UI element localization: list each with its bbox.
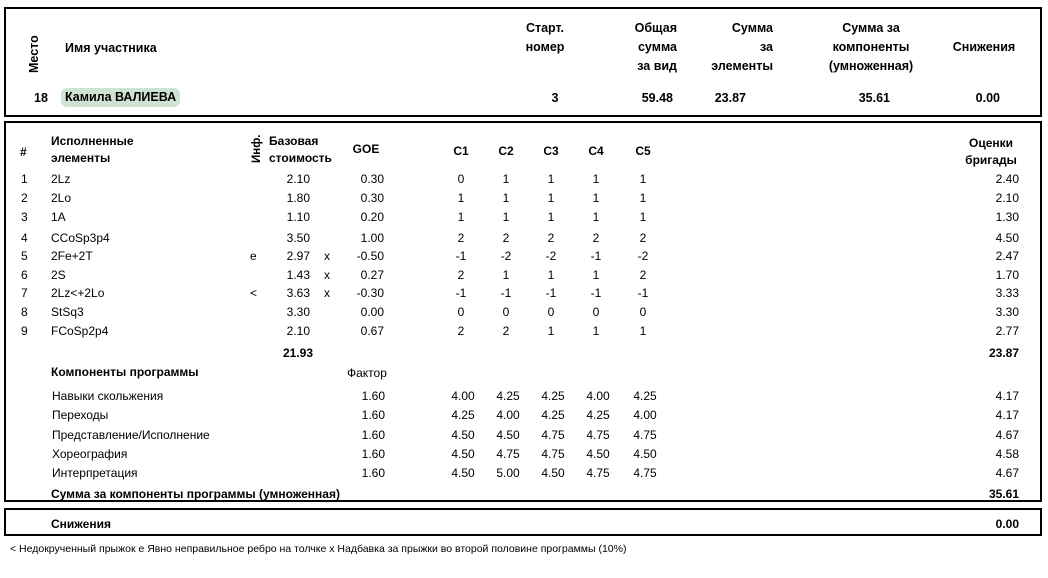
base-total: 21.93: [282, 346, 313, 360]
element-judge-2: 1: [502, 191, 510, 205]
element-base: 1.80: [286, 191, 310, 205]
component-judge-5: 4.75: [633, 428, 657, 442]
col-j1-header: C1: [453, 144, 469, 158]
component-factor: 1.60: [361, 466, 385, 480]
component-judge-3: 4.50: [541, 466, 565, 480]
element-base: 2.10: [286, 324, 310, 338]
col-j5-header: C5: [635, 144, 651, 158]
col-executed-header: Исполненные элементы: [51, 134, 134, 165]
elements-total: 23.87: [988, 346, 1019, 360]
element-num: 7: [21, 286, 28, 300]
element-code: 2Fe+2T: [51, 249, 93, 263]
element-goe: 1.00: [360, 231, 384, 245]
name-label: Имя участника: [65, 41, 157, 55]
col-info-header: Инф.: [251, 134, 263, 163]
element-goe: 0.00: [360, 305, 384, 319]
component-judge-4: 4.75: [586, 466, 610, 480]
component-score: 4.58: [995, 447, 1019, 461]
element-judge-5: -2: [637, 249, 649, 263]
element-num: 8: [21, 305, 28, 319]
component-judge-1: 4.50: [451, 466, 475, 480]
element-info: <: [250, 286, 258, 300]
component-score: 4.17: [995, 389, 1019, 403]
element-num: 9: [21, 324, 28, 338]
component-score: 4.67: [995, 428, 1019, 442]
element-judge-4: 1: [592, 210, 600, 224]
total-label: Общая сумма за вид: [634, 21, 677, 73]
element-num: 5: [21, 249, 28, 263]
component-judge-3: 4.25: [541, 389, 565, 403]
element-score: 3.30: [995, 305, 1019, 319]
component-judge-1: 4.00: [451, 389, 475, 403]
start-no-label: Старт. номер: [525, 21, 565, 54]
element-goe: -0.50: [356, 249, 384, 263]
component-judge-2: 4.75: [496, 447, 520, 461]
element-judge-1: 1: [457, 210, 465, 224]
element-judge-5: 2: [639, 268, 647, 282]
components-score-label: Сумма за компоненты (умноженная): [828, 21, 914, 73]
component-name: Навыки скольжения: [52, 389, 164, 403]
component-judge-3: 4.25: [541, 408, 565, 422]
component-name: Переходы: [52, 408, 109, 422]
component-factor: 1.60: [361, 447, 385, 461]
components-total-label: Сумма за компоненты программы (умноженная): [51, 487, 340, 501]
col-base-header: Базовая стоимость: [269, 134, 332, 165]
legend: < Недокрученный прыжок e Явно неправильное ребро на толчке x Надбавка за прыжки во второй половине программы (10%): [10, 543, 627, 555]
element-goe: 0.30: [360, 172, 384, 186]
component-judge-3: 4.75: [541, 428, 565, 442]
element-goe: 0.20: [360, 210, 384, 224]
element-goe: 0.30: [360, 191, 384, 205]
element-code: FCoSp2p4: [51, 324, 109, 338]
col-panel-header: Оценки бригады: [965, 136, 1017, 167]
component-judge-2: 4.25: [496, 389, 520, 403]
element-judge-2: -2: [500, 249, 512, 263]
element-base: 3.30: [286, 305, 310, 319]
element-info: e: [250, 249, 257, 263]
element-score: 2.40: [995, 172, 1019, 186]
element-judge-3: -1: [545, 286, 557, 300]
element-base: 1.10: [286, 210, 310, 224]
component-factor: 1.60: [361, 389, 385, 403]
component-factor: 1.60: [361, 408, 385, 422]
element-judge-1: 2: [457, 231, 465, 245]
element-score: 3.33: [995, 286, 1019, 300]
skater-start-no: 3: [551, 91, 559, 105]
skater-summary-box: [4, 7, 1042, 117]
element-goe: -0.30: [356, 286, 384, 300]
component-judge-3: 4.75: [541, 447, 565, 461]
score-detail-box: [4, 121, 1042, 502]
element-judge-3: 1: [547, 324, 555, 338]
factor-label: Фактор: [347, 366, 387, 380]
element-base: 3.50: [286, 231, 310, 245]
element-code: 2Lo: [51, 191, 72, 205]
element-judge-3: -2: [545, 249, 557, 263]
element-judge-4: 1: [592, 191, 600, 205]
col-j4-header: C4: [588, 144, 604, 158]
element-bonus: x: [324, 286, 330, 300]
element-judge-3: 2: [547, 231, 555, 245]
element-judge-4: 2: [592, 231, 600, 245]
element-judge-1: 2: [457, 324, 465, 338]
element-score: 2.47: [995, 249, 1019, 263]
skater-deductions: 0.00: [975, 91, 1000, 105]
component-score: 4.17: [995, 408, 1019, 422]
element-goe: 0.27: [360, 268, 384, 282]
element-judge-3: 1: [547, 191, 555, 205]
deductions-box-label: Снижения: [51, 517, 111, 531]
element-bonus: x: [324, 249, 330, 263]
element-judge-2: 1: [502, 268, 510, 282]
component-factor: 1.60: [361, 428, 385, 442]
element-bonus: x: [324, 268, 330, 282]
element-judge-2: 1: [502, 172, 510, 186]
element-code: 2S: [51, 268, 66, 282]
component-judge-5: 4.75: [633, 466, 657, 480]
element-score: 1.30: [995, 210, 1019, 224]
element-judge-3: 0: [547, 305, 555, 319]
col-goe-header: GOE: [352, 142, 380, 156]
element-score: 1.70: [995, 268, 1019, 282]
element-num: 1: [21, 172, 28, 186]
components-title: Компоненты программы: [51, 365, 199, 379]
element-judge-1: -1: [455, 286, 467, 300]
element-judge-5: -1: [637, 286, 649, 300]
element-score: 2.77: [995, 324, 1019, 338]
col-j3-header: C3: [543, 144, 559, 158]
component-judge-1: 4.25: [451, 408, 475, 422]
element-code: 1A: [51, 210, 66, 224]
element-num: 2: [21, 191, 28, 205]
element-code: 2Lz: [51, 172, 71, 186]
element-judge-1: 0: [457, 172, 465, 186]
element-judge-1: 2: [457, 268, 465, 282]
element-judge-5: 1: [639, 191, 647, 205]
component-judge-1: 4.50: [451, 428, 475, 442]
element-judge-3: 1: [547, 172, 555, 186]
element-base: 2.97: [286, 249, 310, 263]
component-name: Интерпретация: [52, 466, 138, 480]
element-judge-4: 1: [592, 324, 600, 338]
element-judge-2: 0: [502, 305, 510, 319]
component-judge-5: 4.25: [633, 389, 657, 403]
element-num: 3: [21, 210, 28, 224]
element-judge-5: 1: [639, 324, 647, 338]
component-judge-5: 4.50: [633, 447, 657, 461]
component-judge-5: 4.00: [633, 408, 657, 422]
col-j2-header: C2: [498, 144, 514, 158]
skater-total: 59.48: [641, 91, 673, 105]
component-judge-2: 5.00: [496, 466, 520, 480]
skater-place: 18: [34, 91, 48, 105]
deductions-box-value: 0.00: [995, 517, 1019, 531]
elements-score-label: Сумма за элементы: [711, 21, 773, 73]
deductions-box: [4, 508, 1042, 536]
component-judge-2: 4.00: [496, 408, 520, 422]
place-label: Место: [27, 35, 41, 73]
element-judge-1: 1: [457, 191, 465, 205]
element-judge-3: 1: [547, 268, 555, 282]
component-judge-1: 4.50: [451, 447, 475, 461]
component-name: Представление/Исполнение: [52, 428, 210, 442]
element-judge-4: 1: [592, 172, 600, 186]
col-num-header: #: [20, 145, 27, 159]
element-judge-5: 1: [639, 210, 647, 224]
element-judge-4: -1: [590, 249, 602, 263]
element-code: CCoSp3p4: [51, 231, 110, 245]
element-goe: 0.67: [360, 324, 384, 338]
skater-elements-score: 23.87: [714, 91, 746, 105]
component-judge-4: 4.75: [586, 428, 610, 442]
element-judge-1: 0: [457, 305, 465, 319]
element-judge-2: 2: [502, 324, 510, 338]
element-judge-4: 0: [592, 305, 600, 319]
element-judge-5: 2: [639, 231, 647, 245]
component-judge-2: 4.50: [496, 428, 520, 442]
element-num: 4: [21, 231, 28, 245]
component-name: Хореография: [52, 447, 128, 461]
component-judge-4: 4.00: [586, 389, 610, 403]
element-judge-4: 1: [592, 268, 600, 282]
element-judge-5: 0: [639, 305, 647, 319]
element-judge-2: -1: [500, 286, 512, 300]
element-code: StSq3: [51, 305, 84, 319]
component-score: 4.67: [995, 466, 1019, 480]
element-judge-3: 1: [547, 210, 555, 224]
element-judge-2: 1: [502, 210, 510, 224]
element-base: 1.43: [286, 268, 310, 282]
element-judge-5: 1: [639, 172, 647, 186]
element-code: 2Lz<+2Lo: [51, 286, 105, 300]
element-score: 4.50: [995, 231, 1019, 245]
element-score: 2.10: [995, 191, 1019, 205]
element-base: 2.10: [286, 172, 310, 186]
element-judge-2: 2: [502, 231, 510, 245]
element-judge-1: -1: [455, 249, 467, 263]
skater-name[interactable]: Камила ВАЛИЕВА: [61, 88, 180, 107]
deductions-label: Снижения: [952, 40, 1016, 54]
component-judge-4: 4.50: [586, 447, 610, 461]
component-judge-4: 4.25: [586, 408, 610, 422]
element-base: 3.63: [286, 286, 310, 300]
element-judge-4: -1: [590, 286, 602, 300]
components-total-value: 35.61: [988, 487, 1019, 501]
skater-components-score: 35.61: [858, 91, 890, 105]
element-num: 6: [21, 268, 28, 282]
